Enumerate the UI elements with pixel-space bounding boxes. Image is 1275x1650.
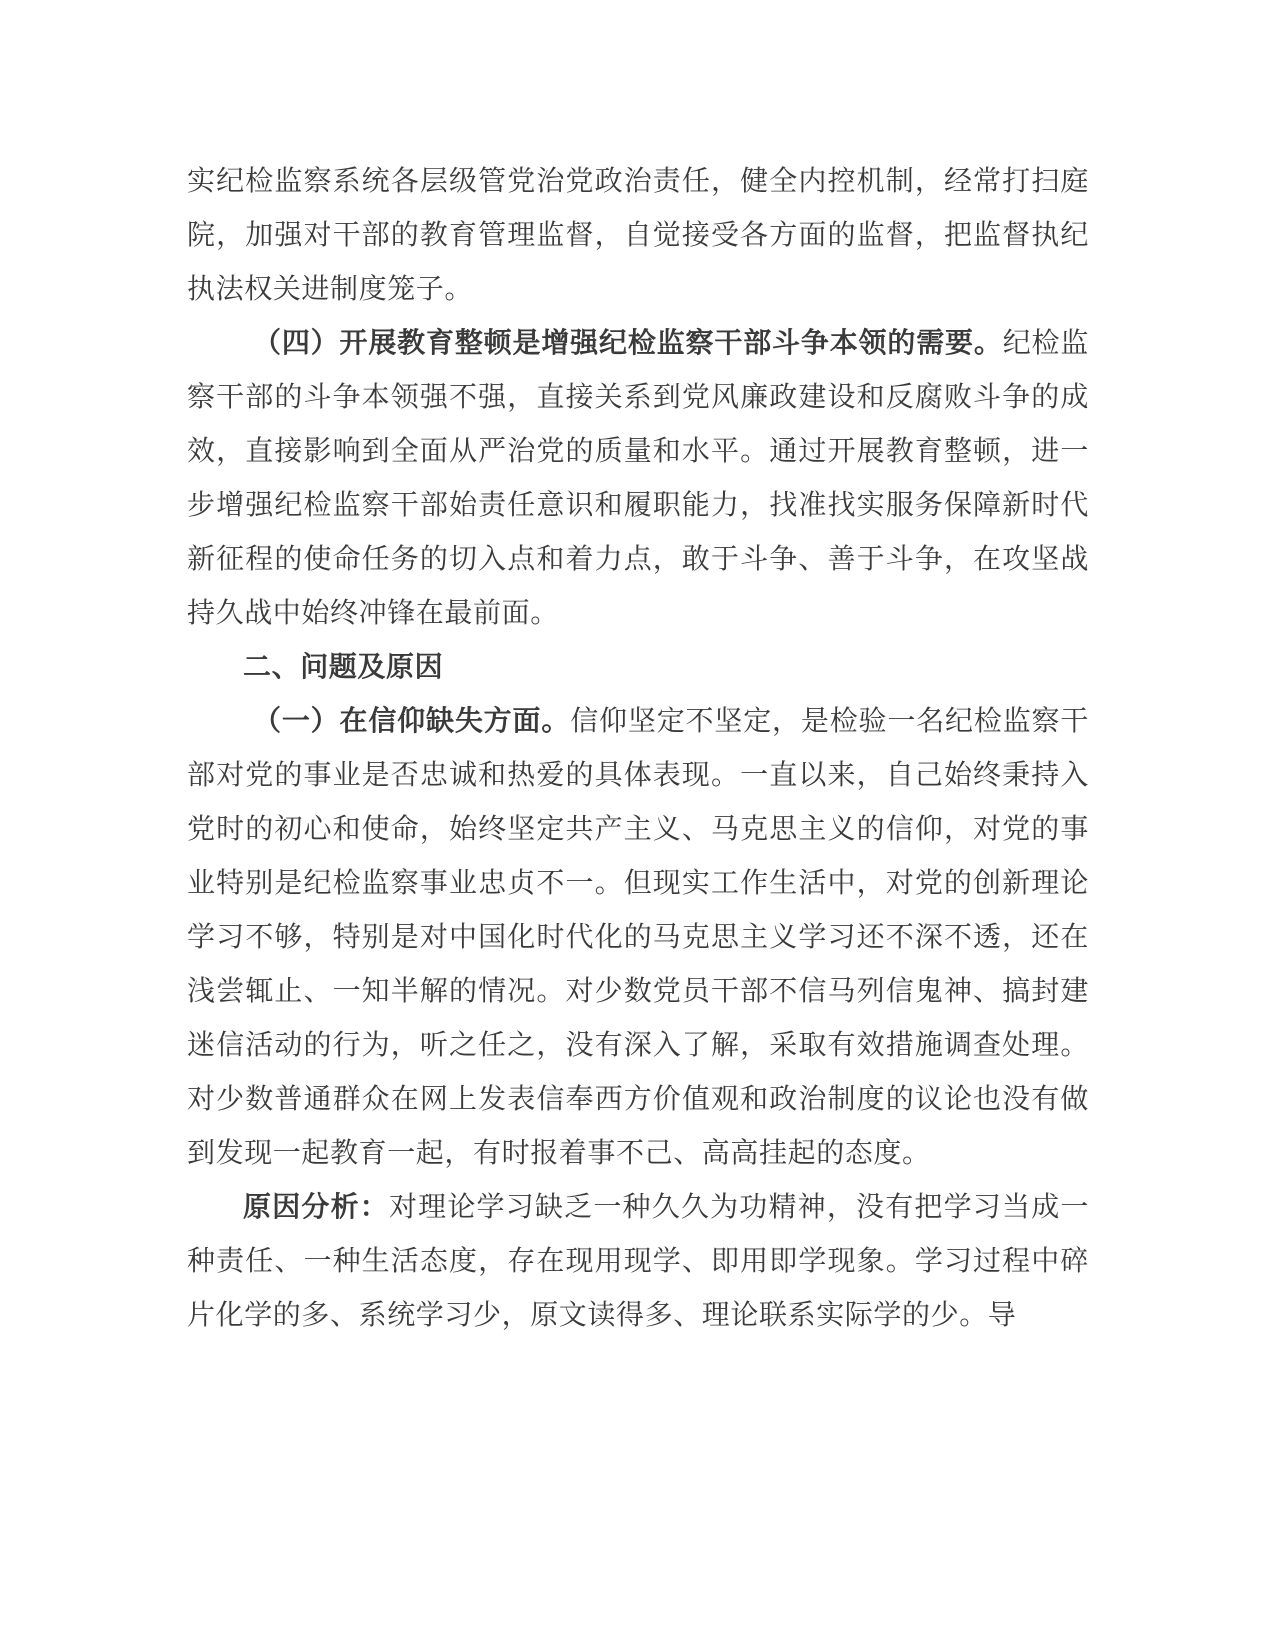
paragraph-heading: （一）在信仰缺失方面。: [253, 704, 571, 737]
paragraph-continuation: [187, 154, 1089, 316]
paragraph-faith: [187, 694, 1089, 1180]
paragraph-text: 信仰坚定不坚定，是检验一名纪检监察干部对党的事业是否忠诚和热爱的具体表现。一直以来，自己始终秉持入党时的初心和使命，始终坚定共产主义、马克思主义的信仰，对党的事业特别是纪检监察事业忠贞不一。但现实工作生活中，对党的创新理论学习不够，特别是对中国化时代化的马克思主义学习还不深不透，还在浅尝辄止、一知半解的情况。对少数党员干部不信马列信鬼神、搞封建迷信活动的行为，听之任之，没有深入了解，采取有效措施调查处理。对少数普通群众在网上发表信奉西方价值观和政治制度的议论也没有做到发现一起教育一起，有时报着事不己、高高挂起的态度。: [187, 704, 1089, 1169]
paragraph-cause-analysis: [187, 1180, 1089, 1342]
section-title: 二、问题及原因: [243, 650, 444, 683]
document-body: [187, 154, 1089, 1342]
paragraph-text: 对理论学习缺乏一种久久为功精神，没有把学习当成一种责任、一种生活态度，存在现用现学、即用即学现象。学习过程中碎片化学的多、系统学习少，原文读得多、理论联系实际学的少。导: [187, 1190, 1089, 1331]
paragraph-text: 纪检监察干部的斗争本领强不强，直接关系到党风廉政建设和反腐败斗争的成效，直接影响到全面从严治党的质量和水平。通过开展教育整顿，进一步增强纪检监察干部始责任意识和履职能力，找准找实服务保障新时代新征程的使命任务的切入点和着力点，敢于斗争、善于斗争，在攻坚战持久战中始终冲锋在最前面。: [187, 326, 1089, 629]
paragraph-education-rectification: [187, 316, 1089, 640]
paragraph-heading: 原因分析：: [243, 1190, 389, 1223]
paragraph-heading: （四）开展教育整顿是增强纪检监察干部斗争本领的需要。: [253, 326, 1003, 359]
paragraph-text: 实纪检监察系统各层级管党治党政治责任，健全内控机制，经常打扫庭院，加强对干部的教育管理监督，自觉接受各方面的监督，把监督执纪执法权关进制度笼子。: [187, 164, 1089, 305]
